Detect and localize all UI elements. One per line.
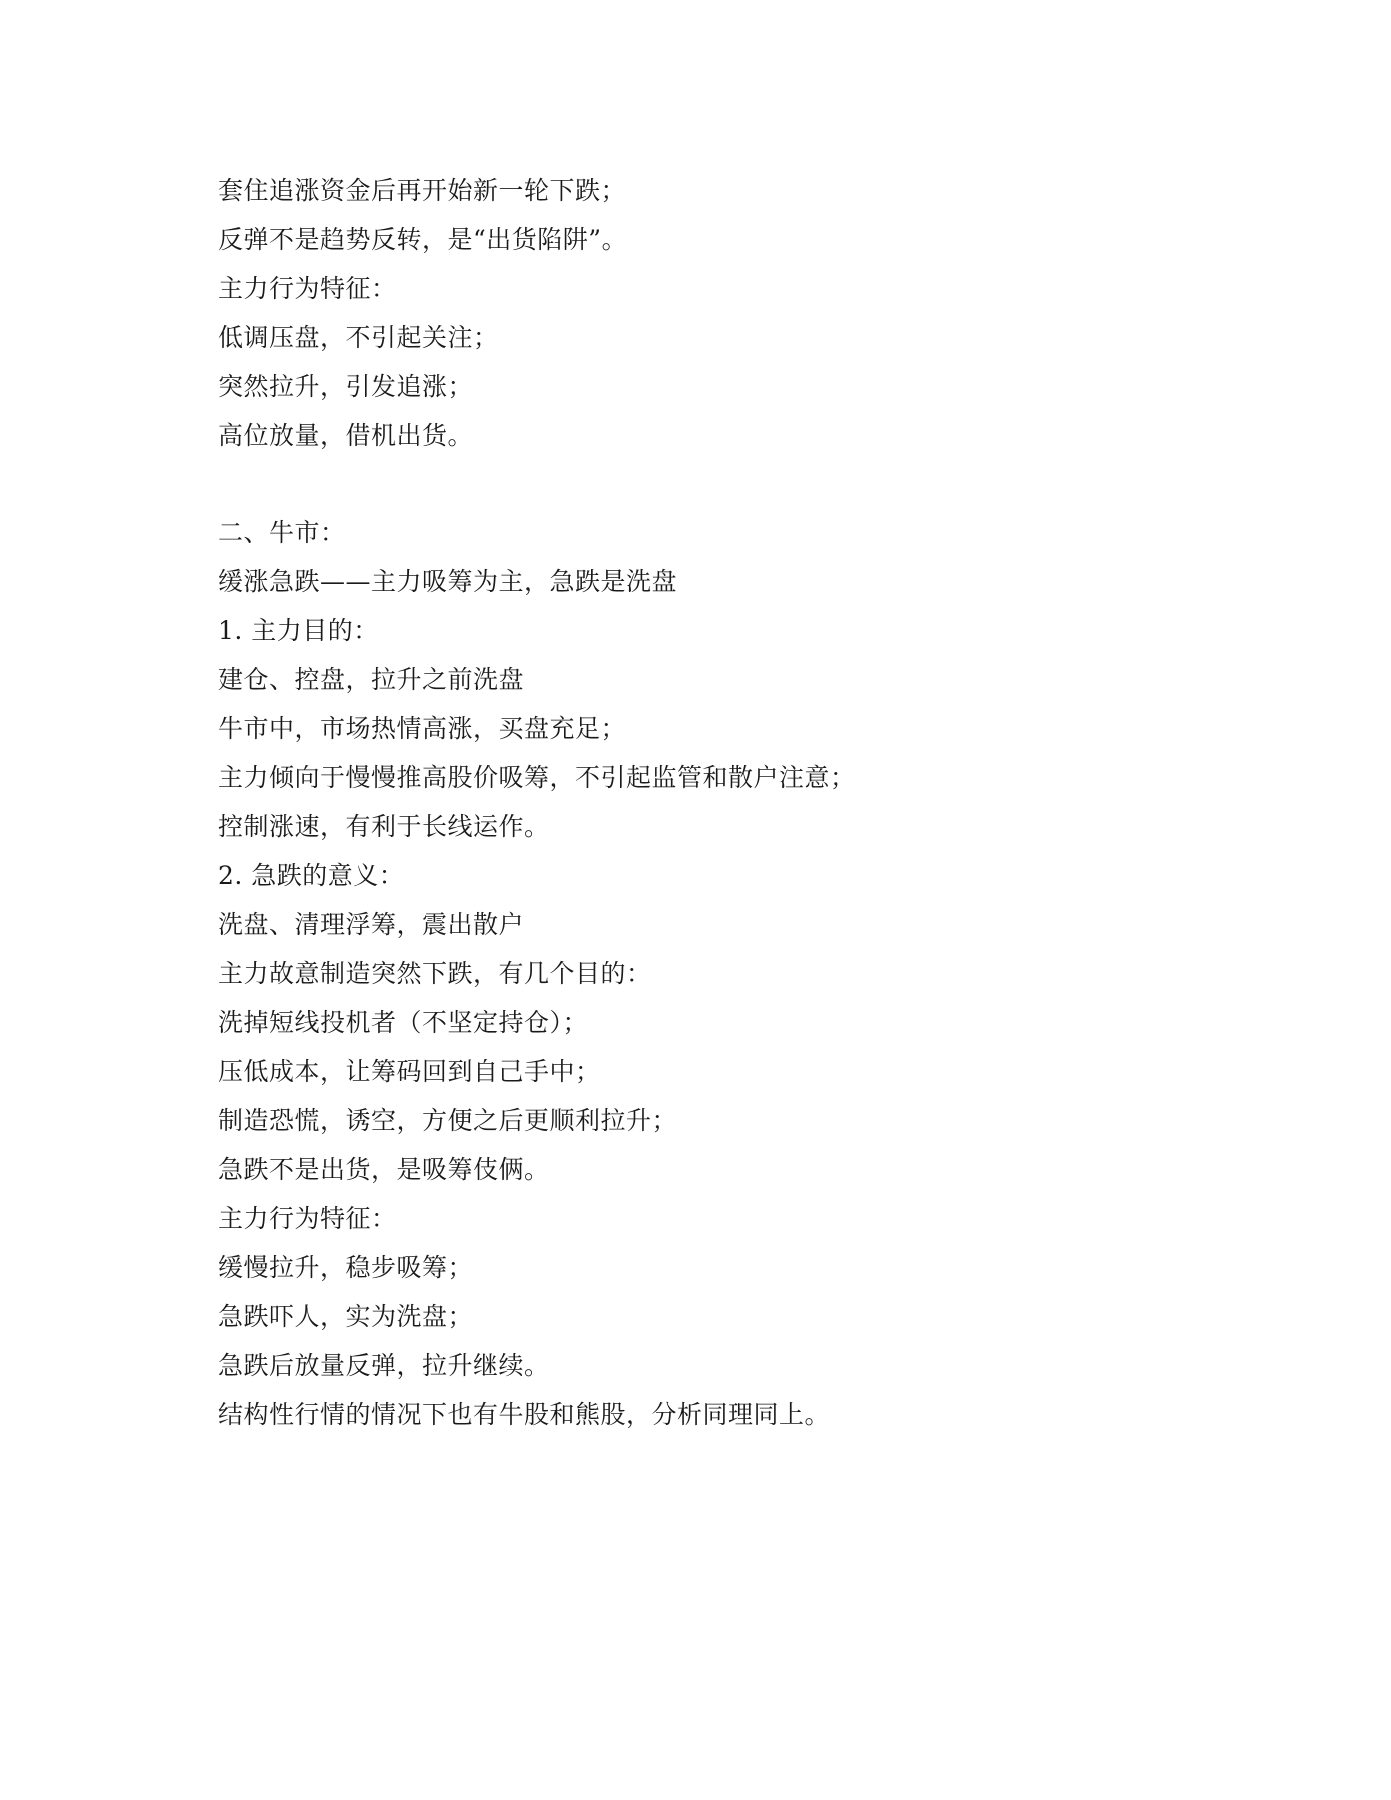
text-line: 建仓、控盘，拉升之前洗盘	[218, 665, 525, 694]
subheading-behavior: 主力行为特征：	[218, 274, 397, 303]
text-line: 缓慢拉升，稳步吸筹；	[218, 1253, 474, 1282]
text-line: 急跌不是出货，是吸筹伎俩。	[218, 1155, 550, 1184]
text-line: 急跌吓人，实为洗盘；	[218, 1302, 474, 1331]
text-line: 压低成本，让筹码回到自己手中；	[218, 1057, 601, 1086]
text-line: 急跌后放量反弹，拉升继续。	[218, 1351, 550, 1380]
text-line: 套住追涨资金后再开始新一轮下跌；	[218, 176, 627, 205]
text-line: 高位放量，借机出货。	[218, 421, 474, 450]
text-line: 控制涨速，有利于长线运作。	[218, 812, 550, 841]
text-line: 低调压盘，不引起关注；	[218, 323, 499, 352]
text-line: 结构性行情的情况下也有牛股和熊股，分析同理同上。	[218, 1400, 831, 1429]
document-body	[218, 166, 1218, 1439]
subheading-behavior: 主力行为特征：	[218, 1204, 397, 1233]
section-summary: 缓涨急跌——主力吸筹为主，急跌是洗盘	[218, 567, 678, 596]
text-line: 洗掉短线投机者（不坚定持仓）；	[218, 1008, 589, 1037]
text-line: 主力倾向于慢慢推高股价吸筹，不引起监管和散户注意；	[218, 763, 856, 792]
subheading-meaning: 2. 急跌的意义：	[218, 861, 405, 890]
subheading-purpose: 1. 主力目的：	[218, 616, 379, 645]
text-line: 主力故意制造突然下跌，有几个目的：	[218, 959, 652, 988]
paragraph-gap	[218, 460, 1218, 508]
text-line: 洗盘、清理浮筹，震出散户	[218, 910, 525, 939]
text-line: 反弹不是趋势反转，是“出货陷阱”。	[218, 225, 628, 254]
text-line: 制造恐慌，诱空，方便之后更顺利拉升；	[218, 1106, 678, 1135]
section-heading-bull-market: 二、牛市：	[218, 518, 346, 547]
text-line: 牛市中，市场热情高涨，买盘充足；	[218, 714, 627, 743]
text-line: 突然拉升，引发追涨；	[218, 372, 474, 401]
